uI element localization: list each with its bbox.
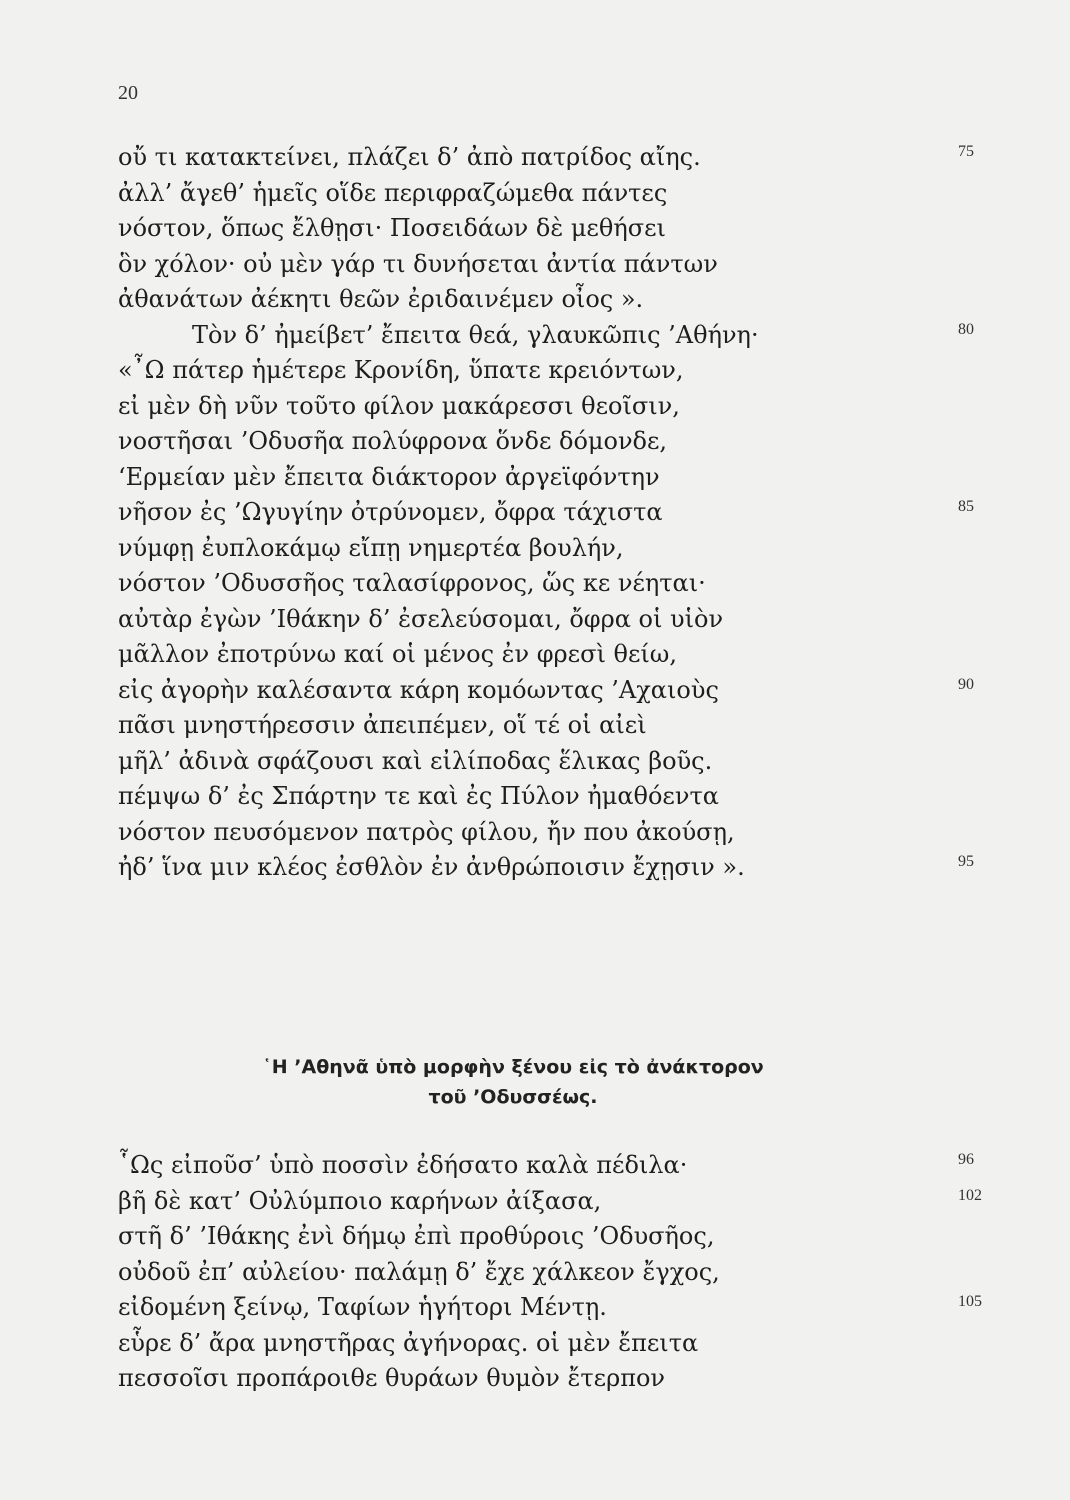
verse-line: [118, 1255, 1018, 1291]
verse-text: νύμφῃ ἐυπλοκάμῳ εἴπῃ νημερτέα βουλήν,: [118, 533, 624, 562]
verse-line: [118, 815, 1018, 851]
line-number: 96: [958, 1151, 974, 1168]
verse-text: οὔ τι κατακτείνει, πλάζει δ’ ἀπὸ πατρίδος αἴης.: [118, 143, 701, 171]
section-heading-line-2: τοῦ ’Οδυσσέως.: [428, 1086, 598, 1108]
verse-text: νόστον πευσόμενον πατρὸς φίλου, ἤν που ἀκούσῃ,: [118, 817, 735, 846]
verse-text: πᾶσι μνηστήρεσσιν ἀπειπέμεν, οἵ τέ οἱ αἰεὶ: [118, 711, 647, 739]
verse-line: [118, 460, 1018, 496]
verse-line: [118, 602, 1018, 638]
verse-line: [118, 282, 1018, 318]
verse-text: εἰ μὲν δὴ νῦν τοῦτο φίλον μακάρεσσι θεοῖσιν,: [118, 391, 680, 420]
verse-text: Τὸν δ’ ἠμείβετ’ ἔπειτα θεά, γλαυκῶπις ’Αθήνη·: [192, 320, 759, 349]
verse-line: [118, 495, 1018, 531]
verse-line: [118, 1290, 1018, 1326]
verse-line: [118, 708, 1018, 744]
verse-text: μῆλ’ ἀδινὰ σφάζουσι καὶ εἰλίποδας ἕλικας βοῦς.: [118, 746, 713, 775]
verse-text: πεσσοῖσι προπάροιθε θυράων θυμὸν ἔτερπον: [118, 1364, 666, 1392]
verse-line: [118, 1148, 1018, 1184]
line-number: 90: [958, 675, 974, 693]
verse-text: πέμψω δ’ ἐς Σπάρτην τε καὶ ἐς Πύλον ἠμαθόεντα: [118, 782, 719, 810]
line-number: 75: [958, 143, 974, 160]
line-number: 105: [958, 1293, 982, 1310]
verse-line: [118, 850, 1018, 886]
line-number: 102: [958, 1186, 982, 1204]
page-number: 20: [118, 82, 138, 104]
verse-block-2: [118, 1148, 1018, 1397]
verse-text: νοστῆσαι ’Οδυσῆα πολύφρονα ὅνδε δόμονδε,: [118, 427, 668, 455]
verse-text: οὐδοῦ ἐπ’ αὐλείου· παλάμῃ δ’ ἔχε χάλκεον ἔγχος,: [118, 1257, 720, 1286]
verse-text: ἠδ’ ἵνα μιν κλέος ἐσθλὸν ἐν ἀνθρώποισιν ἔχῃσιν ».: [118, 853, 745, 881]
section-heading-line-1: ῾Η ’Αθηνᾶ ὑπὸ μορφὴν ξένου εἰς τὸ ἀνάκτορον: [262, 1056, 764, 1078]
verse-line: [118, 176, 1018, 212]
verse-text: εὗρε δ’ ἄρα μνηστῆρας ἀγήνορας. οἱ μὲν ἔπειτα: [118, 1328, 699, 1357]
verse-text: νόστον, ὅπως ἔλθῃσι· Ποσειδάων δὲ μεθήσει: [118, 214, 666, 242]
verse-text: νῆσον ἐς ’Ωγυγίην ὀτρύνομεν, ὄφρα τάχιστα: [118, 498, 663, 526]
verse-line: [118, 637, 1018, 673]
verse-text: εἰδομένη ξείνῳ, Ταφίων ἡγήτορι Μέντῃ.: [118, 1293, 607, 1321]
verse-text: ἀλλ’ ἄγεθ’ ἡμεῖς οἵδε περιφραζώμεθα πάντες: [118, 178, 668, 207]
verse-text: στῆ δ’ ’Ιθάκης ἐνὶ δήμῳ ἐπὶ προθύροις ’Οδυσῆος,: [118, 1222, 715, 1250]
verse-text: μᾶλλον ἐποτρύνω καί οἱ μένος ἐν φρεσὶ θείω,: [118, 640, 677, 668]
line-number: 95: [958, 853, 974, 870]
section-heading: [118, 1052, 908, 1112]
verse-line: [118, 673, 1018, 709]
verse-text: αὐτὰρ ἐγὼν ’Ιθάκην δ’ ἐσελεύσομαι, ὄφρα οἱ υἱὸν: [118, 604, 724, 633]
verse-text: ‘Ερμείαν μὲν ἔπειτα διάκτορον ἀργεϊφόντην: [118, 462, 660, 491]
verse-text: ῟Ως εἰποῦσ’ ὑπὸ ποσσὶν ἐδήσατο καλὰ πέδιλα·: [118, 1151, 688, 1179]
verse-line: [118, 1184, 1018, 1220]
verse-line: [118, 424, 1018, 460]
verse-line: [118, 140, 1018, 176]
verse-text: ὃν χόλον· οὐ μὲν γάρ τι δυνήσεται ἀντία πάντων: [118, 249, 718, 278]
verse-line: [118, 1326, 1018, 1362]
verse-line: [118, 353, 1018, 389]
verse-line: [118, 744, 1018, 780]
verse-text: «῏Ω πάτερ ἡμέτερε Κρονίδη, ὕπατε κρειόντων,: [118, 356, 684, 384]
verse-text: βῆ δὲ κατ’ Οὐλύμποιο καρήνων ἀίξασα,: [118, 1186, 602, 1215]
verse-line: [118, 389, 1018, 425]
verse-line: [118, 211, 1018, 247]
verse-line: [118, 566, 1018, 602]
verse-line: [118, 1219, 1018, 1255]
verse-line: [118, 531, 1018, 567]
line-number: 85: [958, 498, 974, 515]
verse-text: εἰς ἀγορὴν καλέσαντα κάρη κομόωντας ’Αχαιοὺς: [118, 675, 719, 704]
line-number: 80: [958, 320, 974, 338]
verse-line: [118, 318, 1018, 354]
verse-line: [118, 779, 1018, 815]
verse-line: [118, 247, 1018, 283]
verse-text: ἀθανάτων ἀέκητι θεῶν ἐριδαινέμεν οἶος ».: [118, 285, 644, 313]
verse-block-1: [118, 140, 1018, 886]
verse-line: [118, 1361, 1018, 1397]
verse-text: νόστον ’Οδυσσῆος ταλασίφρονος, ὥς κε νέηται·: [118, 569, 706, 597]
